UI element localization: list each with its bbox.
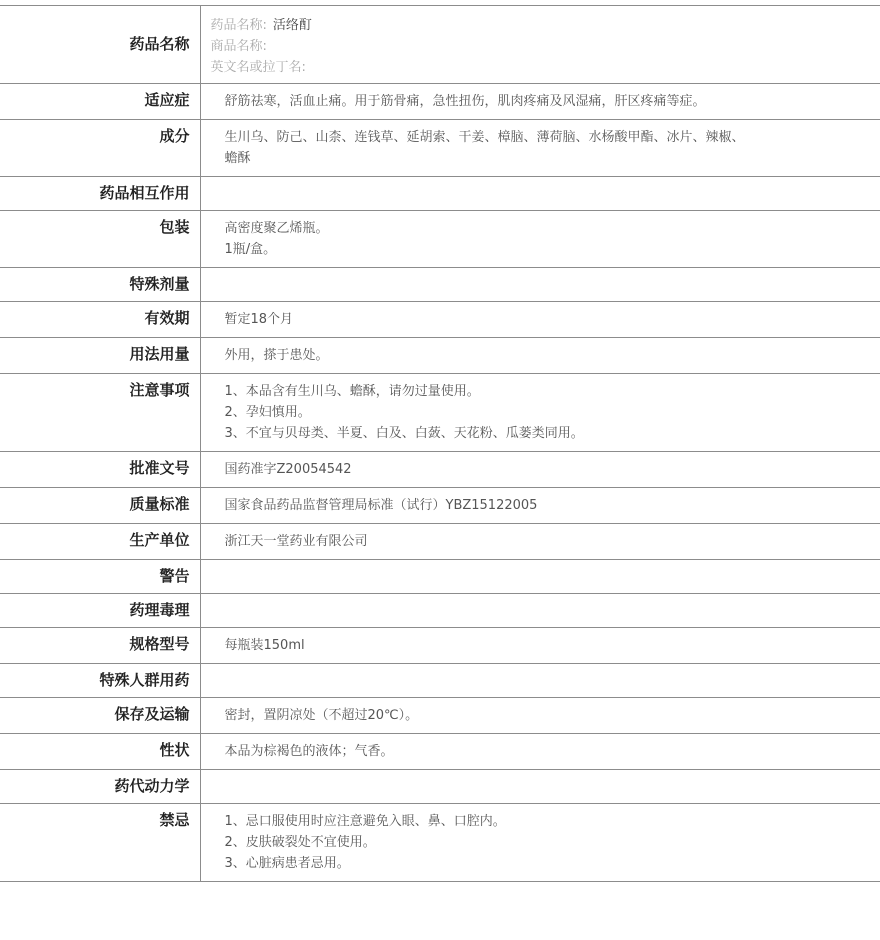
drug-spec-table [0, 5, 880, 882]
spec-value-line: 本品为棕褐色的液体；气香。 [224, 744, 394, 759]
spec-value-line: 暂定18个月 [224, 312, 294, 327]
spec-label: 保存及运输 [0, 698, 200, 734]
spec-row [0, 488, 880, 524]
spec-label: 成分 [0, 120, 200, 177]
spec-label: 药代动力学 [0, 770, 200, 804]
spec-value-empty [225, 184, 857, 202]
spec-value [200, 268, 880, 302]
spec-value-empty [225, 777, 857, 795]
spec-row [0, 177, 880, 211]
spec-row [0, 211, 880, 268]
spec-value [200, 594, 880, 628]
spec-label: 生产单位 [0, 524, 200, 560]
spec-label: 警告 [0, 560, 200, 594]
latin-name-key: 英文名或拉丁名: [210, 60, 306, 75]
spec-value [200, 177, 880, 211]
spec-label: 禁忌 [0, 804, 200, 882]
spec-row [0, 268, 880, 302]
spec-value [200, 338, 880, 374]
spec-row [0, 84, 880, 120]
spec-value-empty [225, 671, 857, 689]
spec-value-line: 蟾酥 [224, 151, 251, 166]
spec-value [200, 664, 880, 698]
spec-label: 适应症 [0, 84, 200, 120]
spec-row [0, 804, 880, 882]
spec-value-line: 3、心脏病患者忌用。 [224, 856, 350, 871]
spec-row [0, 698, 880, 734]
spec-value [200, 84, 880, 120]
spec-label: 包装 [0, 211, 200, 268]
spec-label: 药理毒理 [0, 594, 200, 628]
spec-value-line: 国家食品药品监督管理局标准（试行）YBZ15122005 [224, 498, 538, 513]
spec-label: 用法用量 [0, 338, 200, 374]
spec-value [200, 770, 880, 804]
spec-value [200, 488, 880, 524]
spec-label: 特殊剂量 [0, 268, 200, 302]
generic-name-key: 药品名称: [210, 18, 267, 33]
spec-value-line: 1、本品含有生川乌、蟾酥，请勿过量使用。 [224, 384, 480, 399]
spec-row-drug-name [0, 6, 880, 84]
spec-row [0, 770, 880, 804]
spec-value-line: 舒筋祛寒，活血止痛。用于筋骨痛，急性扭伤，肌肉疼痛及风湿痛，肝区疼痛等症。 [224, 94, 706, 109]
spec-label: 规格型号 [0, 628, 200, 664]
spec-row [0, 374, 880, 452]
spec-value-line: 密封，置阴凉处（不超过20℃）。 [224, 708, 419, 723]
spec-row [0, 664, 880, 698]
spec-value-line: 2、皮肤破裂处不宜使用。 [224, 835, 376, 850]
spec-value [200, 452, 880, 488]
latin-name-line [211, 57, 871, 78]
spec-value-line: 国药准字Z20054542 [224, 462, 352, 477]
spec-value [200, 734, 880, 770]
spec-value-line: 生川乌、防己、山柰、连钱草、延胡索、干姜、樟脑、薄荷脑、水杨酸甲酯、冰片、辣椒、 [224, 130, 745, 145]
spec-row [0, 302, 880, 338]
spec-value-line: 高密度聚乙烯瓶。 [224, 221, 329, 236]
trade-name-key: 商品名称: [210, 39, 267, 54]
spec-value-line: 1瓶/盒。 [224, 242, 277, 257]
spec-value [200, 211, 880, 268]
drug-spec-table-body [0, 6, 880, 882]
spec-label: 药品相互作用 [0, 177, 200, 211]
spec-value [200, 698, 880, 734]
spec-label: 有效期 [0, 302, 200, 338]
spec-value-line: 1、忌口服使用时应注意避免入眼、鼻、口腔内。 [224, 814, 506, 829]
spec-value [200, 120, 880, 177]
spec-row [0, 524, 880, 560]
spec-row [0, 120, 880, 177]
spec-value-line: 每瓶装150ml [224, 638, 305, 653]
spec-value-line: 外用，搽于患处。 [224, 348, 329, 363]
spec-value [200, 374, 880, 452]
spec-value [200, 560, 880, 594]
spec-label: 注意事项 [0, 374, 200, 452]
trade-name-line [211, 36, 871, 57]
spec-row [0, 560, 880, 594]
spec-value [200, 302, 880, 338]
generic-name-value: 活络酊 [272, 18, 312, 33]
spec-row [0, 338, 880, 374]
spec-value-line: 2、孕妇慎用。 [224, 405, 311, 420]
spec-value-line: 3、不宜与贝母类、半夏、白及、白蔹、天花粉、瓜蒌类同用。 [224, 426, 584, 441]
spec-value-empty [225, 601, 857, 619]
spec-label: 质量标准 [0, 488, 200, 524]
spec-label-drug-name: 药品名称 [0, 6, 200, 84]
spec-value-empty [225, 275, 857, 293]
spec-value-line: 浙江天一堂药业有限公司 [224, 534, 368, 549]
spec-value [200, 628, 880, 664]
spec-value-drug-name [200, 6, 880, 84]
spec-label: 性状 [0, 734, 200, 770]
spec-label: 特殊人群用药 [0, 664, 200, 698]
spec-value [200, 804, 880, 882]
spec-row [0, 734, 880, 770]
spec-value-empty [225, 567, 857, 585]
spec-row [0, 628, 880, 664]
spec-value [200, 524, 880, 560]
spec-row [0, 594, 880, 628]
generic-name-line [211, 15, 871, 36]
spec-label: 批准文号 [0, 452, 200, 488]
spec-row [0, 452, 880, 488]
